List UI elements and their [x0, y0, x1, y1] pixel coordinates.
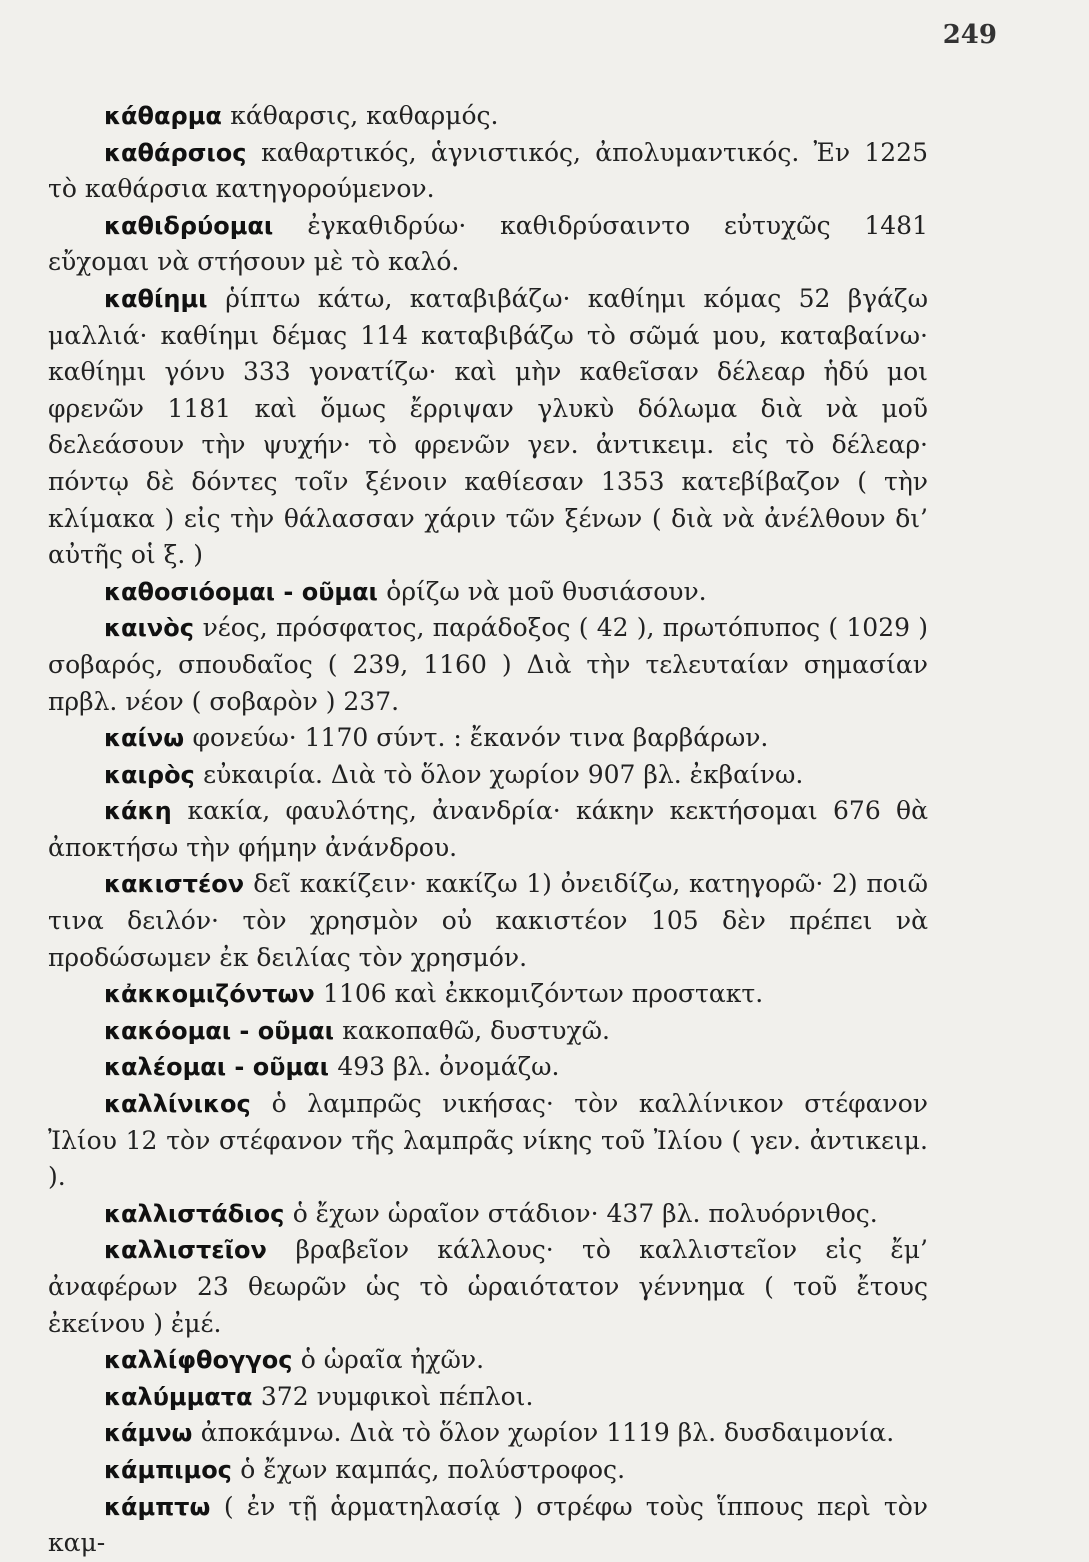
entry-definition: κάθαρσις, καθαρμός. [230, 101, 499, 130]
entry-headword: καλλιστάδιος [104, 1199, 285, 1228]
entry-definition: νέος, πρόσφατος, παράδοξος ( 42 ), πρωτόπυπος ( 1029 ) σοβαρός, σπουδαῖος ( 239, 1160 ) Διὰ τὴν τελευταίαν σημασίαν πρβλ. νέον ( σοβαρὸν ) 237. [48, 613, 928, 716]
glossary-entry [48, 1196, 928, 1233]
glossary-entry [48, 866, 928, 976]
glossary-entry [48, 1013, 928, 1050]
entry-definition: 493 βλ. ὀνομάζω. [337, 1052, 560, 1082]
entry-headword: κακιστέον [104, 870, 245, 899]
glossary-entry [48, 1049, 928, 1086]
entry-headword: κἀκκομιζόντων [104, 980, 315, 1009]
glossary-entry [48, 574, 928, 611]
entry-definition: ὁ ἔχων καμπάς, πολύστροφος. [240, 1454, 626, 1484]
entry-definition: ὁ λαμπρῶς νικήσας· τὸν καλλίνικον στέφανον Ἰλίου 12 τὸν στέφανον τῆς λαμπρᾶς νίκης τοῦ Ἰλίου ( γεν. ἀντικειμ. ). [48, 1089, 928, 1192]
glossary-entry [48, 98, 928, 135]
entry-headword: κάθαρμα [104, 102, 222, 130]
entry-headword: καθιδρύομαι [104, 211, 274, 240]
entry-definition: ὁρίζω νὰ μοῦ θυσιάσουν. [386, 576, 707, 606]
entry-definition: καθαρτικός, ἁγνιστικός, ἀπολυμαντικός. Ἐν 1225 τὸ καθάρσια κατηγορούμενον. [48, 137, 928, 204]
entry-headword: καλλίφθογγος [104, 1346, 293, 1375]
glossary-entry [48, 135, 928, 208]
entry-definition: 1106 καὶ ἐκκομιζόντων προστακτ. [323, 979, 764, 1009]
glossary-entry [48, 1342, 928, 1379]
entry-definition: ῥίπτω κάτω, καταβιβάζω· καθίημι κόμας 52 βγάζω μαλλιά· καθίημι δέμας 114 καταβιβάζω τὸ σῶμά μου, καταβαίνω· καθίημι γόνυ 333 γονατίζω· καὶ μὴν καθεῖσαν δέλεαρ ἡδύ μοι φρενῶν 1181 καὶ ὅμως ἔρριψαν γλυκὺ δόλωμα διὰ νὰ μοῦ δελεάσουν τὴν ψυχήν· τὸ φρενῶν γεν. ἀντικειμ. εἰς τὸ δέλεαρ· πόντῳ δὲ δόντες τοῖν ξένοιν καθίεσαν 1353 κατεβίβαζον ( τὴν κλίμακα ) εἰς τὴν θάλασσαν χάριν τῶν ξένων ( διὰ νὰ ἀνέλθουν δι’ αὐτῆς οἱ ξ. ) [48, 283, 928, 570]
entry-definition: ( ἐν τῇ ἁρματηλασίᾳ ) στρέφω τοὺς ἵππους περὶ τὸν καμ- [48, 1491, 928, 1558]
entry-definition: δεῖ κακίζειν· κακίζω 1) ὀνειδίζω, κατηγορῶ· 2) ποιῶ τινα δειλόν· τὸν χρησμὸν οὐ κακιστέον 105 δὲν πρέπει νὰ προδώσωμεν ἐκ δειλίας τὸν χρησμόν. [48, 869, 928, 972]
glossary-entry [48, 281, 928, 574]
entry-headword: καθίημι [104, 284, 208, 313]
entry-definition: εὐκαιρία. Διὰ τὸ ὅλον χωρίον 907 βλ. ἐκβαίνω. [203, 759, 804, 789]
entry-definition: κακία, φαυλότης, ἀνανδρία· κάκην κεκτήσομαι 676 θὰ ἀποκτήσω τὴν φήμην ἀνάνδρου. [48, 796, 928, 862]
glossary-entry [48, 208, 928, 281]
entry-headword: κακόομαι - οῦμαι [104, 1016, 334, 1045]
glossary-entry [48, 610, 928, 720]
glossary-entry [48, 1415, 928, 1452]
glossary-entry [48, 1232, 928, 1342]
glossary-entries [48, 98, 928, 1562]
entry-definition: φονεύω· 1170 σύντ. : ἔκανόν τινα βαρβάρων. [192, 723, 769, 753]
glossary-entry [48, 757, 928, 794]
entry-headword: κάμπτω [104, 1492, 211, 1521]
entry-headword: καλλιστεῖον [104, 1236, 267, 1265]
entry-definition: κακοπαθῶ, δυστυχῶ. [342, 1015, 610, 1045]
entry-headword: καινὸς [104, 614, 194, 643]
glossary-entry [48, 793, 928, 866]
entry-definition: 372 νυμφικοὶ πέπλοι. [260, 1381, 534, 1411]
entry-headword: καλλίνικος [104, 1090, 251, 1119]
entry-definition: ὁ ἔχων ὡραῖον στάδιον· 437 βλ. πολυόρνιθος. [292, 1198, 878, 1228]
entry-headword: κάμπιμος [104, 1455, 232, 1484]
glossary-entry [48, 720, 928, 757]
entry-headword: κάμνω [104, 1419, 193, 1448]
entry-headword: καιρὸς [104, 760, 195, 789]
entry-definition: ὁ ὡραῖα ἠχῶν. [300, 1345, 485, 1375]
glossary-entry [48, 1452, 928, 1489]
glossary-entry [48, 1379, 928, 1416]
entry-headword: καλύμματα [104, 1382, 253, 1411]
entry-definition: ἀποκάμνω. Διὰ τὸ ὅλον χωρίον 1119 βλ. δυσδαιμονία. [200, 1418, 895, 1448]
entry-definition: βραβεῖον κάλλους· τὸ καλλιστεῖον εἰς ἔμ’ ἀναφέρων 23 θεωρῶν ὡς τὸ ὡραιότατον γέννημα ( τοῦ ἔτους ἐκείνου ) ἐμέ. [48, 1235, 928, 1338]
entry-headword: κάκη [104, 797, 172, 826]
page-number: 249 [942, 20, 997, 50]
glossary-entry [48, 976, 928, 1013]
entry-headword: καθοσιόομαι - οῦμαι [104, 577, 378, 606]
entry-headword: καλέομαι - οῦμαι [104, 1053, 329, 1082]
glossary-entry [48, 1086, 928, 1196]
entry-definition: ἐγκαθιδρύω· καθιδρύσαιντο εὐτυχῶς 1481 εὔχομαι νὰ στήσουν μὲ τὸ καλό. [48, 210, 928, 277]
entry-headword: καίνω [104, 724, 185, 753]
entry-headword: καθάρσιος [104, 138, 247, 167]
